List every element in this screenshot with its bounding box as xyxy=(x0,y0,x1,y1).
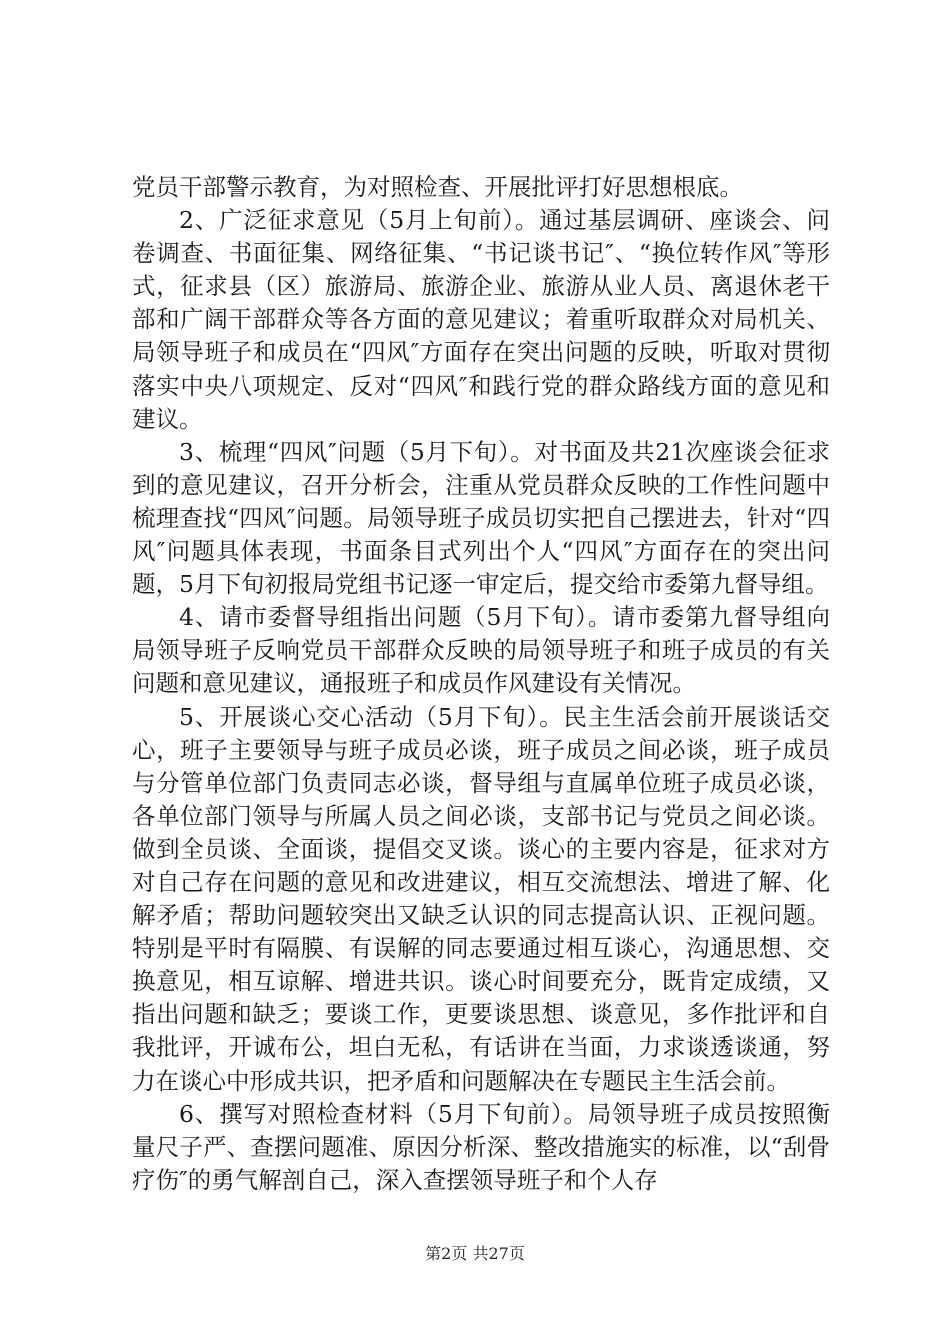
document-body xyxy=(132,171,830,1197)
page-total: 共27页 xyxy=(472,1244,525,1263)
paragraph-3-sort-four-winds: 3、梳理“四风″问题（5月下旬）。对书面及共21次座谈会征求到的意见建议，召开分析会，注重从党员群众反映的工作性问题中梳理查找“四风″问题。局领导班子成员切实把自己摆进去，针对“四风″问题具体表现，书面条目式列出个人“四风″方面存在的突出问题，5月下旬初报局党组书记逐一审定后，提交给市委第九督导组。 xyxy=(132,437,830,599)
paragraph-2-solicit-opinions: 2、广泛征求意见（5月上旬前）。通过基层调研、座谈会、问卷调查、书面征集、网络征集、“书记谈书记″、“换位转作风″等形式，征求县（区）旅游局、旅游企业、旅游从业人员、离退休老干部和广阔干部群众等各方面的意见建议；着重听取群众对局机关、局领导班子和成员在“四风″方面存在突出问题的反映，听取对贯彻落实中央八项规定、反对“四风″和践行党的群众路线方面的意见和建议。 xyxy=(132,206,830,433)
paragraph-6-self-examination-materials: 6、撰写对照检查材料（5月下旬前）。局领导班子成员按照衡量尺子严、查摆问题准、原因分析深、整改措施实的标准，以“刮骨疗伤″的勇气解剖自己，深入查摆领导班子和个人存 xyxy=(132,1099,830,1194)
paragraph-4-supervision-group: 4、请市委督导组指出问题（5月下旬）。请市委第九督导组向局领导班子反响党员干部群众反映的局领导班子和班子成员的有关问题和意见建议，通报班子和成员作风建设有关情况。 xyxy=(132,603,830,698)
page-footer xyxy=(0,1244,950,1264)
paragraph-continuation: 党员干部警示教育，为对照检查、开展批评打好思想根底。 xyxy=(132,173,743,201)
paragraph-5-heart-to-heart-talks: 5、开展谈心交心活动（5月下旬）。民主生活会前开展谈话交心，班子主要领导与班子成员必谈，班子成员之间必谈，班子成员与分管单位部门负责同志必谈，督导组与直属单位班子成员必谈，各单位部门领导与所属人员之间必谈，支部书记与党员之间必谈。做到全员谈、全面谈，提倡交叉谈。谈心的主要内容是，征求对方对自己存在问题的意见和改进建议，相互交流想法、增进了解、化解矛盾；帮助问题较突出又缺乏认识的同志提高认识、正视问题。特别是平时有隔膜、有误解的同志要通过相互谈心，沟通思想、交换意见，相互谅解、增进共识。谈心时间要充分，既肯定成绩，又指出问题和缺乏；要谈工作，更要谈思想、谈意见，多作批评和自我批评，开诚布公，坦白无私，有话讲在当面，力求谈透谈通，努力在谈心中形成共识，把矛盾和问题解决在专题民主生活会前。 xyxy=(132,702,830,1095)
page-number: 第2页 xyxy=(425,1244,468,1263)
